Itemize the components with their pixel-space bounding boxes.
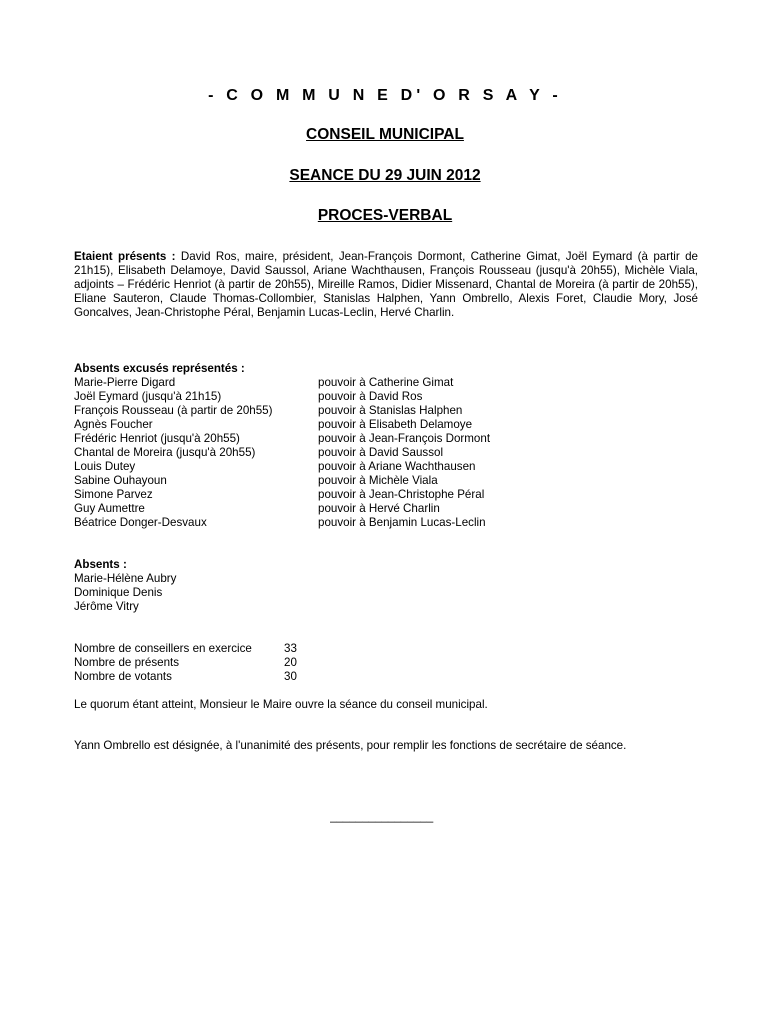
represented-row-right: pouvoir à Hervé Charlin	[318, 502, 440, 515]
present-list: David Ros, maire, président, Jean-François Dormont, Catherine Gimat, Joël Eymard (à partir de 21h15), Elisabeth Delamoye, David Saussol, Ariane Wachthausen, François Rousseau (jusqu'à 20h55), Michèle Viala, adjoints – Frédéric Henriot (à partir de 20h55), Mireille Ramos, Didier Missenard, Chantal de Moreira (à partir de 20h55), Eliane Sauteron, Claude Thomas-Collombier, Stanislas Halphen, Yann Ombrello, Alexis Foret, Claudie Mory, José Goncalves, Jean-Christophe Péral, Benjamin Lucas-Leclin, Hervé Charlin.	[74, 250, 698, 319]
represented-row	[74, 404, 463, 418]
represented-row-left: Simone Parvez	[74, 488, 153, 501]
represented-row-left: Guy Aumettre	[74, 502, 145, 515]
represented-list	[74, 376, 491, 530]
council-title-text: CONSEIL MUNICIPAL	[306, 126, 464, 143]
absent-label: Absents :	[74, 558, 127, 571]
represented-row-right: pouvoir à Jean-Christophe Péral	[318, 488, 485, 501]
count-row-right: 33	[284, 642, 297, 655]
represented-row-right: pouvoir à David Saussol	[318, 446, 444, 459]
represented-row-left: Frédéric Henriot (jusqu'à 20h55)	[74, 432, 240, 445]
represented-row	[74, 516, 486, 530]
represented-row	[74, 446, 444, 460]
represented-row-right: pouvoir à Stanislas Halphen	[318, 404, 463, 417]
represented-row-right: pouvoir à Ariane Wachthausen	[318, 460, 476, 473]
count-row-left: Nombre de votants	[74, 670, 172, 683]
commune-title: - C O M M U N E D' O R S A Y -	[208, 87, 562, 104]
represented-row-left: Chantal de Moreira (jusqu'à 20h55)	[74, 446, 256, 459]
represented-row	[74, 474, 438, 488]
represented-row-left: Joël Eymard (jusqu'à 21h15)	[74, 390, 222, 403]
represented-row-right: pouvoir à Benjamin Lucas-Leclin	[318, 516, 486, 529]
represented-row-left: Louis Dutey	[74, 460, 136, 473]
represented-section	[74, 362, 491, 530]
represented-row-left: Sabine Ouhayoun	[74, 474, 167, 487]
represented-row-left: Marie-Pierre Digard	[74, 376, 176, 389]
secretary-statement: Yann Ombrello est désignée, à l'unanimité des présents, pour remplir les fonctions de secrétaire de séance.	[74, 739, 627, 752]
represented-row	[74, 502, 440, 516]
count-row-right: 20	[284, 656, 297, 669]
represented-row-left: Agnès Foucher	[74, 418, 153, 431]
represented-row	[74, 418, 473, 432]
represented-row	[74, 432, 491, 446]
absent-row-left: Jérôme Vitry	[74, 600, 139, 613]
represented-row	[74, 488, 485, 502]
represented-row-right: pouvoir à Jean-François Dormont	[318, 432, 491, 445]
document-type-title	[0, 206, 770, 226]
count-row-right: 30	[284, 670, 297, 683]
present-label: Etaient présents :	[74, 250, 176, 263]
represented-row	[74, 460, 476, 474]
quorum-statement: Le quorum étant atteint, Monsieur le Maire ouvre la séance du conseil municipal.	[74, 698, 488, 711]
absent-row	[74, 572, 177, 586]
represented-row-right: pouvoir à Catherine Gimat	[318, 376, 454, 389]
absent-row	[74, 586, 163, 600]
council-title	[0, 125, 770, 145]
session-title	[0, 166, 770, 186]
represented-row-left: Béatrice Donger-Desvaux	[74, 516, 207, 529]
represented-row-left: François Rousseau (à partir de 20h55)	[74, 404, 273, 417]
document-type-text: PROCES-VERBAL	[317, 207, 453, 224]
represented-label: Absents excusés représentés :	[74, 362, 245, 375]
represented-row	[74, 390, 423, 404]
separator-line: ________________	[330, 810, 434, 823]
absent-row	[74, 600, 139, 614]
count-row-left: Nombre de conseillers en exercice	[74, 642, 252, 655]
count-row-left: Nombre de présents	[74, 656, 180, 669]
present-paragraph	[74, 250, 698, 320]
represented-row-right: pouvoir à Michèle Viala	[318, 474, 438, 487]
represented-row	[74, 376, 454, 390]
represented-row-right: pouvoir à Elisabeth Delamoye	[318, 418, 473, 431]
absent-row-left: Dominique Denis	[74, 586, 163, 599]
absent-list	[74, 572, 177, 614]
absent-section	[74, 558, 177, 614]
represented-row-right: pouvoir à David Ros	[318, 390, 423, 403]
session-title-text: SEANCE DU 29 JUIN 2012	[289, 167, 481, 184]
absent-row-left: Marie-Hélène Aubry	[74, 572, 177, 585]
